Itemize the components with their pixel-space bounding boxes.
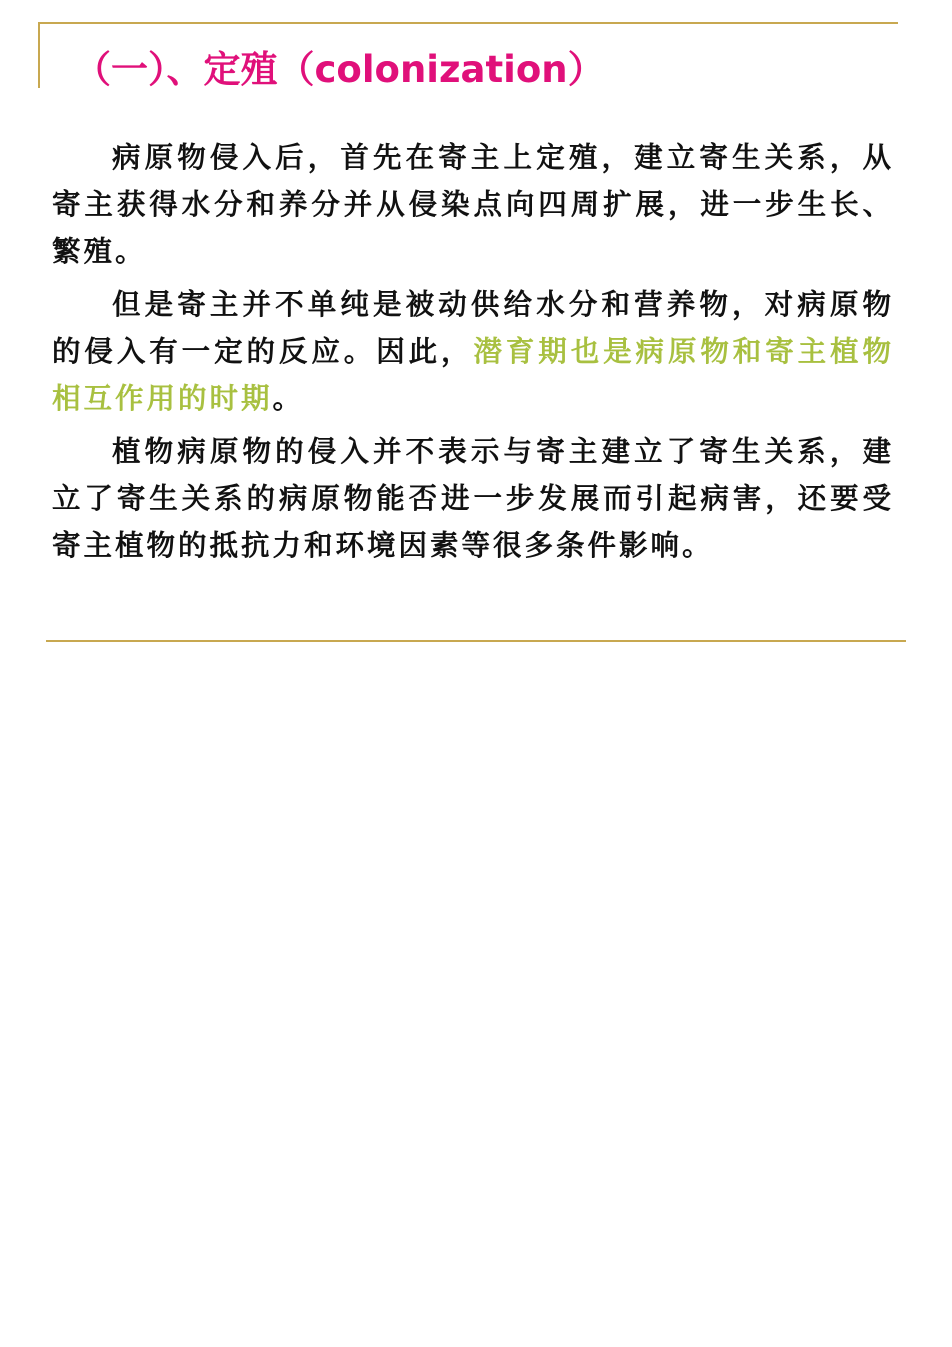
body-text xyxy=(52,134,894,575)
highlighted-text: 潜育期也是病原物和寄主植物相互作用的时期 xyxy=(52,335,894,415)
left-divider xyxy=(38,22,40,88)
page-title: （一）、定殖（colonization） xyxy=(74,48,605,91)
paragraph-parasitism: 植物病原物的侵入并不表示与寄主建立了寄生关系，建立了寄生关系的病原物能否进一步发展而引起病害，还要受寄主植物的抵抗力和环境因素等很多条件影响。 xyxy=(52,435,894,562)
paragraph-text: 但是寄主并不单纯是被动供给水分和营养物，对病原物的侵入有一定的反应。因此， xyxy=(52,288,894,368)
paragraph-colonization: 病原物侵入后，首先在寄主上定殖，建立寄生关系，从寄主获得水分和养分并从侵染点向四周扩展，进一步生长、繁殖。 xyxy=(52,141,894,268)
bottom-divider xyxy=(46,640,906,642)
paragraph-text: 。 xyxy=(272,382,305,415)
top-divider xyxy=(38,22,898,24)
slide xyxy=(0,0,952,660)
paragraph-host-reaction xyxy=(52,281,894,422)
